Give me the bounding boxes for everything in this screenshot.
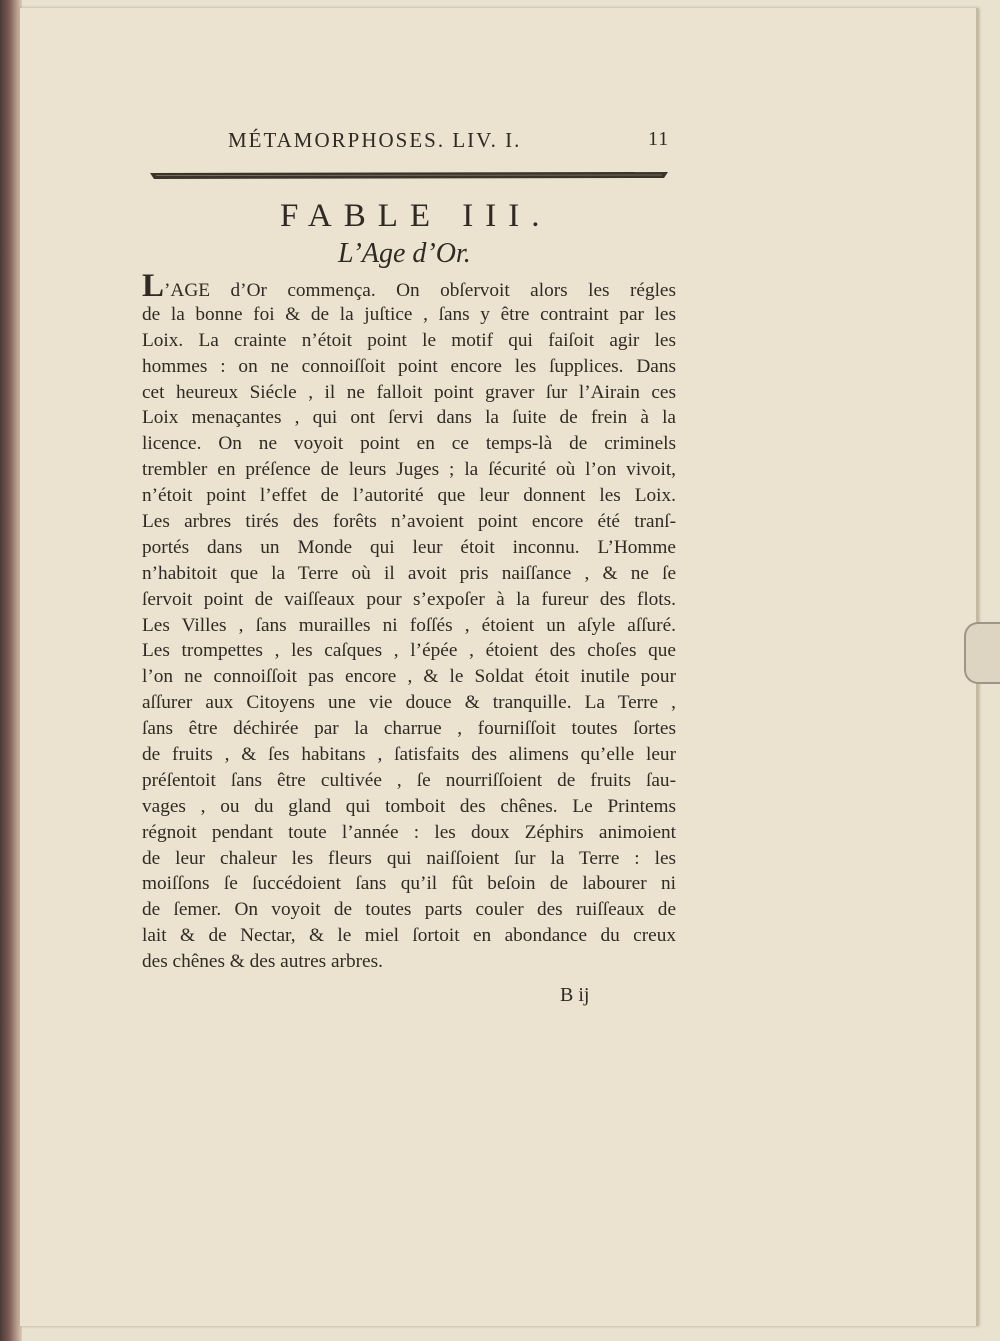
drop-capital: L [142, 268, 165, 304]
text-line: portés dans un Monde qui leur étoit inconnu. L’Homme [142, 536, 676, 558]
text-line: préſentoit ſans être cultivée , ſe nourriſſoient de fruits ſau- [142, 769, 676, 791]
text-line: cet heureux Siécle , il ne falloit point graver ſur l’Airain ces [142, 381, 676, 403]
text-line: hommes : on ne connoiſſoit point encore les ſupplices. Dans [142, 355, 676, 377]
text-line: des chênes & des autres arbres. [142, 951, 383, 973]
text-line: n’étoit point l’effet de l’autorité que leur donnent les Loix. [142, 485, 676, 507]
fable-title: FABLE III. [280, 198, 552, 234]
text-line: Les Villes , ſans murailles ni foſſés , étoient un aſyle aſſuré. [142, 614, 676, 636]
text-line: Les arbres tirés des forêts n’avoient point encore été tranſ- [142, 511, 676, 533]
text-line: de ſemer. On voyoit de toutes parts couler des ruiſſeaux de [142, 899, 676, 921]
text-line: régnoit pendant toute l’année : les doux Zéphirs animoient [142, 821, 676, 843]
thumb-tab [964, 622, 1000, 684]
body-text [142, 268, 676, 975]
text-line: moiſſons ſe ſuccédoient ſans qu’il fût beſoin de labourer ni [142, 873, 676, 895]
page-number: 11 [648, 128, 670, 150]
book-binding-edge [0, 0, 22, 1341]
text-line: ſervoit point de vaiſſeaux pour s’expoſer à la fureur des flots. [142, 588, 676, 610]
ornamental-rule [150, 172, 668, 180]
text-line: vages , ou du gland qui tomboit des chênes. Le Printems [142, 795, 676, 817]
signature-mark: B ij [560, 984, 590, 1006]
text-line: Les trompettes , les caſques , l’épée , étoient des choſes que [142, 640, 676, 662]
text-line: de la bonne foi & de la juſtice , ſans y être contraint par les [142, 303, 676, 325]
running-head [140, 128, 680, 160]
text-line: Loix menaçantes , qui ont ſervi dans la ſuite de frein à la [142, 407, 676, 429]
text-line: aſſurer aux Citoyens une vie douce & tranquille. La Terre , [142, 692, 676, 714]
text-line: ſans être déchirée par la charrue , fourniſſoit toutes ſortes [142, 718, 676, 740]
text-line: l’on ne connoiſſoit pas encore , & le Soldat étoit inutile pour [142, 666, 676, 688]
text-line: de fruits , & ſes habitans , ſatisfaits des alimens qu’elle leur [142, 744, 676, 766]
text-line: L’AGE d’Or commença. On obſervoit alors les régles [142, 268, 676, 304]
text-line: n’habitoit que la Terre où il avoit pris naiſſance , & ne ſe [142, 562, 676, 584]
text-line: de leur chaleur les fleurs qui naiſſoient ſur la Terre : les [142, 847, 676, 869]
text-line: trembler en préſence de leurs Juges ; la ſécurité où l’on vivoit, [142, 459, 676, 481]
text-line: lait & de Nectar, & le miel ſortoit en abondance du creux [142, 925, 676, 947]
running-title: MÉTAMORPHOSES. LIV. I. [228, 128, 522, 152]
text-line: Loix. La crainte n’étoit point le motif qui faiſoit agir les [142, 329, 676, 351]
fable-subtitle: L’Age d’Or. [338, 238, 471, 269]
text-line: licence. On ne voyoit point en ce temps-là de criminels [142, 433, 676, 455]
